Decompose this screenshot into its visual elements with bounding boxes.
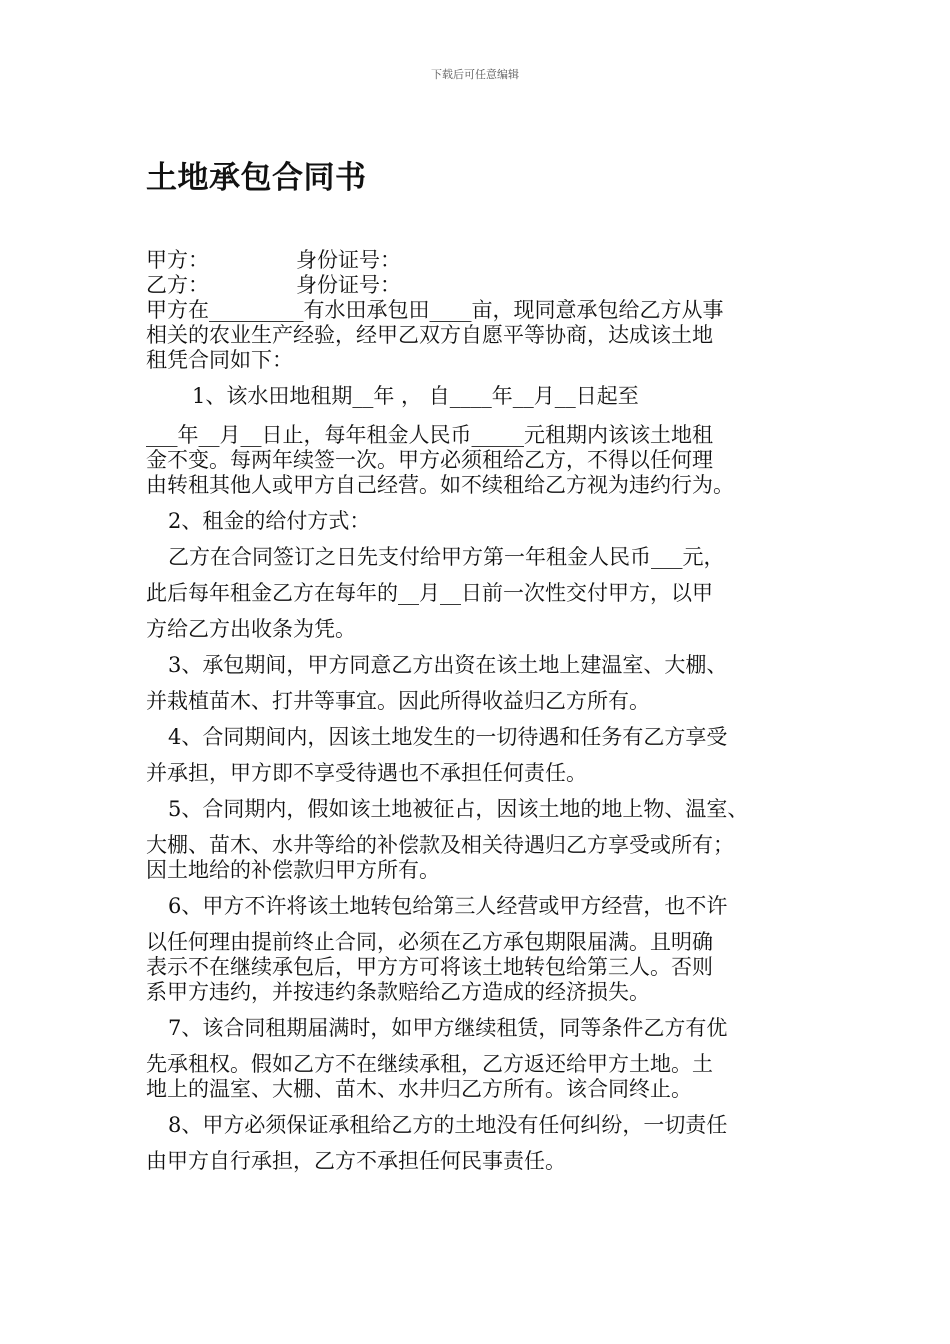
text-line: ___年__月__日止，每年租金人民币_____元租期内该该土地租 bbox=[146, 423, 713, 447]
party-b-id-label: 身份证号： bbox=[296, 273, 401, 297]
text-line: 以任何理由提前终止合同，必须在乙方承包期限届满。且明确 bbox=[146, 930, 713, 954]
contract-body bbox=[146, 248, 818, 1174]
text-line: 租凭合同如下： bbox=[146, 348, 293, 372]
party-a-row bbox=[146, 248, 818, 273]
text-line: 金不变。每两年续签一次。甲方必须租给乙方，不得以任何理 bbox=[146, 448, 713, 472]
text-line: 甲方在_________有水田承包田____亩，现同意承包给乙方从事 bbox=[146, 298, 724, 322]
page-header: 下载后可任意编辑 bbox=[431, 68, 519, 81]
clause-2-line: 2、租金的给付方式： bbox=[168, 509, 371, 533]
text-line: 并承担，甲方即不享受待遇也不承担任何责任。 bbox=[146, 761, 587, 785]
text-line: 此后每年租金乙方在每年的__月__日前一次性交付甲方，以甲 bbox=[146, 581, 713, 605]
text-line: 地上的温室、大棚、苗木、水井归乙方所有。该合同终止。 bbox=[146, 1077, 692, 1101]
text-line: 表示不在继续承包后，甲方方可将该土地转包给第三人。否则 bbox=[146, 955, 713, 979]
party-b-row bbox=[146, 273, 818, 298]
clause-7-line: 7、该合同租期届满时，如甲方继续租赁，同等条件乙方有优 bbox=[168, 1016, 728, 1040]
party-a-label: 甲方： bbox=[146, 248, 209, 272]
text-line: 由转租其他人或甲方自己经营。如不续租给乙方视为违约行为。 bbox=[146, 473, 734, 497]
clause-1-line: 1、该水田地租期__年 ， 自____年__月__日起至 bbox=[192, 384, 639, 408]
text-line: 大棚、苗木、水井等给的补偿款及相关待遇归乙方享受或所有； bbox=[146, 833, 734, 857]
clause-6-line: 6、甲方不许将该土地转包给第三人经营或甲方经营，也不许 bbox=[168, 894, 728, 918]
text-line: 因土地给的补偿款归甲方所有。 bbox=[146, 858, 440, 882]
clause-5-line: 5、合同期内，假如该土地被征占，因该土地的地上物、温室、 bbox=[168, 797, 749, 821]
text-line: 并栽植苗木、打井等事宜。因此所得收益归乙方所有。 bbox=[146, 689, 650, 713]
document-title: 土地承包合同书 bbox=[146, 160, 367, 196]
text-line: 系甲方违约，并按违约条款赔给乙方造成的经济损失。 bbox=[146, 980, 650, 1004]
clause-4-line: 4、合同期间内，因该土地发生的一切待遇和任务有乙方享受 bbox=[168, 725, 728, 749]
clause-8-line: 8、甲方必须保证承租给乙方的土地没有任何纠纷，一切责任 bbox=[168, 1113, 728, 1137]
text-line: 方给乙方出收条为凭。 bbox=[146, 617, 356, 641]
party-b-label: 乙方： bbox=[146, 273, 209, 297]
text-line: 相关的农业生产经验，经甲乙双方自愿平等协商，达成该土地 bbox=[146, 323, 713, 347]
text-line: 由甲方自行承担，乙方不承担任何民事责任。 bbox=[146, 1149, 566, 1173]
clause-3-line: 3、承包期间，甲方同意乙方出资在该土地上建温室、大棚、 bbox=[168, 653, 728, 677]
text-line: 乙方在合同签订之日先支付给甲方第一年租金人民币___元， bbox=[168, 545, 725, 569]
text-line: 先承租权。假如乙方不在继续承租，乙方返还给甲方土地。土 bbox=[146, 1052, 713, 1076]
party-a-id-label: 身份证号： bbox=[296, 248, 401, 272]
